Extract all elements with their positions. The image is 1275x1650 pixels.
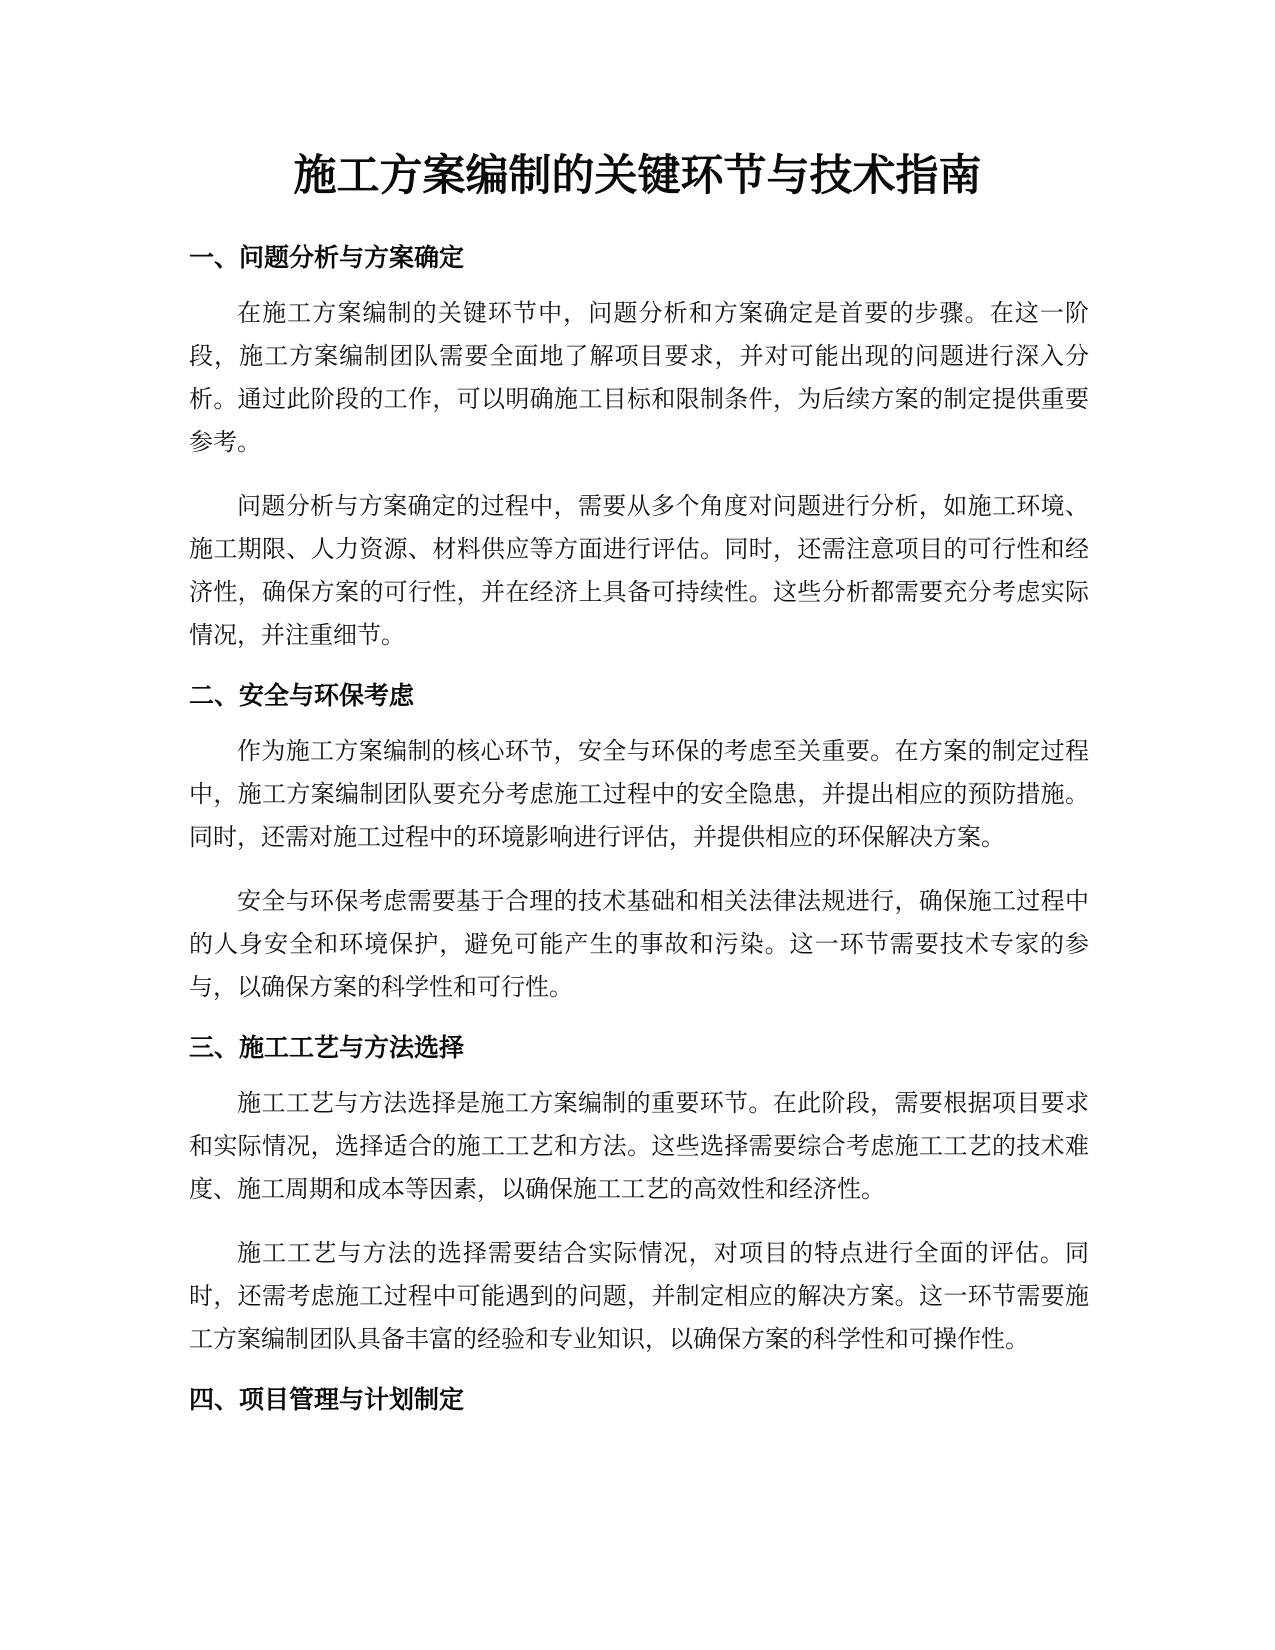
section-heading-3: 三、施工工艺与方法选择 — [189, 1033, 465, 1062]
section-3-paragraph-2: 施工工艺与方法的选择需要结合实际情况，对项目的特点进行全面的评估。同时，还需考虑施工过程中可能遇到的问题，并制定相应的解决方案。这一环节需要施工方案编制团队具备丰富的经验和专业知识，以确保方案的科学性和可操作性。 — [189, 1239, 1089, 1353]
document-body — [189, 238, 1089, 1420]
section-2-paragraph-2: 安全与环保考虑需要基于合理的技术基础和相关法律法规进行，确保施工过程中的人身安全和环境保护，避免可能产生的事故和污染。这一环节需要技术专家的参与，以确保方案的科学性和可行性。 — [189, 887, 1089, 1001]
section-1-paragraph-1: 在施工方案编制的关键环节中，问题分析和方案确定是首要的步骤。在这一阶段，施工方案编制团队需要全面地了解项目要求，并对可能出现的问题进行深入分析。通过此阶段的工作，可以明确施工目标和限制条件，为后续方案的制定提供重要参考。 — [189, 299, 1089, 456]
section-heading-4: 四、项目管理与计划制定 — [189, 1385, 465, 1414]
section-1-paragraph-2: 问题分析与方案确定的过程中，需要从多个角度对问题进行分析，如施工环境、施工期限、人力资源、材料供应等方面进行评估。同时，还需注意项目的可行性和经济性，确保方案的可行性，并在经济上具备可持续性。这些分析都需要充分考虑实际情况，并注重细节。 — [189, 492, 1089, 649]
document-title: 施工方案编制的关键环节与技术指南 — [293, 151, 982, 201]
section-2-paragraph-1: 作为施工方案编制的核心环节，安全与环保的考虑至关重要。在方案的制定过程中，施工方案编制团队要充分考虑施工过程中的安全隐患，并提出相应的预防措施。同时，还需对施工过程中的环境影响进行评估，并提供相应的环保解决方案。 — [189, 737, 1089, 851]
section-heading-1: 一、问题分析与方案确定 — [189, 243, 465, 272]
section-3-paragraph-1: 施工工艺与方法选择是施工方案编制的重要环节。在此阶段，需要根据项目要求和实际情况，选择适合的施工工艺和方法。这些选择需要综合考虑施工工艺的技术难度、施工周期和成本等因素，以确保施工工艺的高效性和经济性。 — [189, 1089, 1089, 1203]
section-heading-2: 二、安全与环保考虑 — [189, 681, 415, 710]
